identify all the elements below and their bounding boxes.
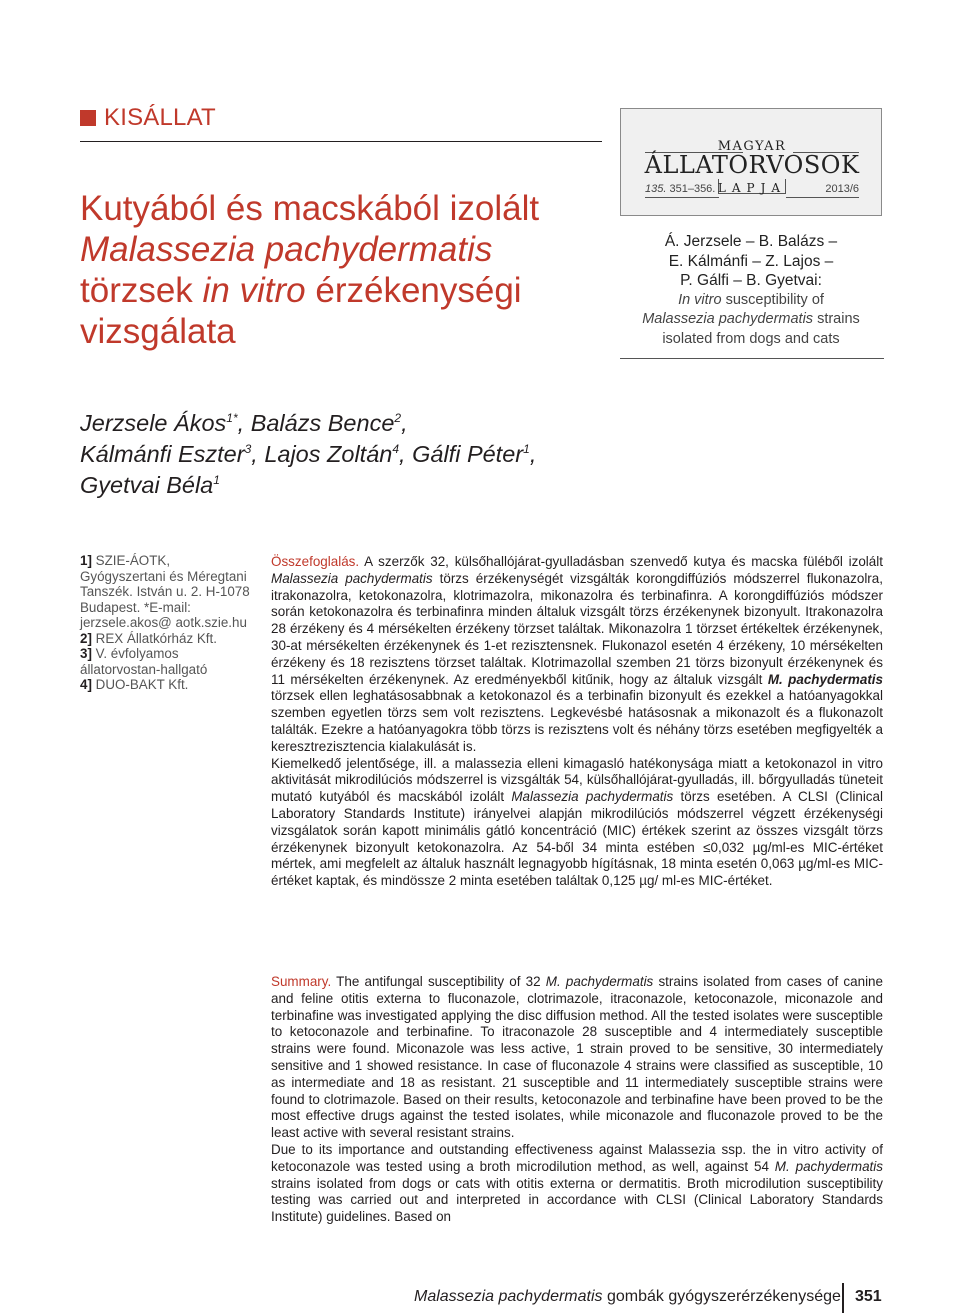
title-in-vitro: in vitro xyxy=(202,271,306,310)
author-affiliation-mark: 2 xyxy=(394,411,402,426)
section-divider xyxy=(80,141,602,142)
section-label: KISÁLLAT xyxy=(104,104,216,131)
author-affiliation-mark: 1 xyxy=(213,473,220,488)
english-authors-line: P. Gálfi – B. Gyetvai: xyxy=(680,272,822,289)
species-name: M. pachydermatis xyxy=(774,1158,883,1174)
abstract-paragraph xyxy=(271,554,883,756)
author-affiliation-mark: 4 xyxy=(392,442,400,457)
journal-volume xyxy=(645,183,715,195)
article-title xyxy=(80,188,610,352)
summary-text: The antifungal susceptibility of 32 xyxy=(331,974,546,989)
english-authors-line: Á. Jerzsele – B. Balázs – xyxy=(664,233,838,250)
abstract-text: törzsek ellen leghatásosabbnak a ketokonazol és a terbinafin bizonyult és ezekkel a hatóanyagokkal szemben egyetlen törzs sem volt rezisztens. Legkevésbé hatásosnak a mikonazolt és a flukonazolt találták. Ezekre a hatóanyagokra több törzs is rezisztens volt és néhány törzs esetében megfigyelték a keresztrezisztencia kialakulását is. xyxy=(271,688,883,754)
abstract-english xyxy=(271,974,883,1226)
english-title-line: isolated from dogs and cats xyxy=(662,330,840,347)
species-name: M. pachydermatis xyxy=(545,974,654,989)
masthead-rule xyxy=(786,197,859,198)
volume-number: 135. xyxy=(645,183,667,195)
title-line-3-b: érzékenységi xyxy=(305,271,522,310)
english-title-text: susceptibility of xyxy=(721,291,824,308)
footer-text: gombák gyógyszerérzékenysége xyxy=(602,1288,841,1305)
author-list: Jerzsele Ákos$^{1*}$, Balázs Bence$^2$, Kálmánfi Eszter$^3$, Lajos Zoltán$^4$, Gálfi Péter$^1$, Gyetvai Béla$^1$ xyxy=(80,410,537,498)
title-species: Malassezia pachydermatis xyxy=(80,230,493,269)
author-affiliation-mark: 1 xyxy=(523,442,530,457)
title-line-2 xyxy=(80,229,610,270)
journal-lapja: LAPJA xyxy=(717,181,787,195)
affiliations xyxy=(80,553,258,693)
species-name: M. pachydermatis xyxy=(767,671,884,687)
english-authors xyxy=(620,232,882,291)
affiliation-number: 3] xyxy=(80,646,92,661)
abstract-text: törzs érzékenységét vizsgálták korongdiffúziós módszerrel flukonazolra, itrakonazolra, ketokonazolra, klotrimazolra, mikonazolra és terbinafinra. A korongdiffúziós módszer során ketokonazolra és terbinafinra minden általuk vizsgált törzs érzékenynek bizonyult. Itrakonazolra 28 érzékeny és 4 mérsékelten érzékeny törzset találtak. Mikonazolra 1 törzset értékeltek érzékenynek, 30-at mérsékelten érzékenynek és 1-et rezisztensnek. Flukonazol esetén 4 érzékeny, 10 mérsékelten érzékeny és 18 rezisztens törzset találtak. Klotrimazollal szemben 21 törzs bizonyult érzékenynek és 11 mérsékelten érzékenynek. Az eredményekből kitűnik, hogy az általuk vizsgált xyxy=(271,570,883,687)
page-number: 351 xyxy=(855,1288,882,1305)
affiliation-text: DUO-BAKT Kft. xyxy=(91,677,189,692)
affiliation-text: SZIE-ÁOTK, Gyógyszertani és Méregtani Tanszék. István u. 2. H-1078 Budapest. *E-mail: jerzsele.akos@ aotk.szie.hu xyxy=(80,553,250,630)
english-authors-line: E. Kálmánfi – Z. Lajos – xyxy=(668,252,834,270)
english-title-line xyxy=(620,310,882,330)
author: Jerzsele Ákos xyxy=(80,410,227,436)
author: Gyetvai Béla xyxy=(80,472,214,498)
journal-name: ÁLLATORVOSOK xyxy=(644,151,860,179)
section-header xyxy=(80,104,216,132)
affiliation xyxy=(80,646,258,677)
author: Lajos Zoltán xyxy=(264,441,393,467)
title-line-3 xyxy=(80,270,610,311)
author: Balázs Bence xyxy=(250,410,395,436)
species-name: Malassezia pachydermatis xyxy=(271,570,433,586)
affiliation-text: V. évfolyamos állatorvostan-hallgató xyxy=(80,646,208,677)
affiliation xyxy=(80,553,258,631)
abstract-paragraph xyxy=(271,756,883,890)
english-title-text: strains xyxy=(813,311,860,327)
title-line-1: Kutyából és macskából izolált xyxy=(80,189,540,228)
author-affiliation-mark: 1* xyxy=(226,411,238,426)
summary-label: Summary. xyxy=(271,974,332,989)
summary-paragraph xyxy=(271,974,883,1142)
english-title xyxy=(620,291,882,350)
author: Kálmánfi Eszter xyxy=(80,441,245,467)
footer-species: Malassezia pachydermatis xyxy=(414,1288,603,1305)
section-marker-square xyxy=(80,110,96,126)
affiliation-text: REX Állatkórház Kft. xyxy=(91,630,217,646)
english-header xyxy=(620,232,882,349)
affiliation-number: 2] xyxy=(80,630,92,646)
summary-text: strains isolated from dogs or cats with otitis externa or dermatitis. Broth microdilution susceptibility testing was carried out and interpreted in accordance with CLSI (Clinical Laboratory Standards Institute) guidelines. Based on xyxy=(271,1175,883,1225)
summary-text: strains isolated from cases of canine and feline otitis externa to fluconazole, clotrimazole, itraconazole, ketoconazole, miconazole and terbinafine was investigated applying the disc diffusion method. All the tested isolates were susceptible to ketoconazole and terbinafine. To itraconazole 28 susceptible and 4 intermediately susceptible strains were found. Miconazole was less active, 1 strain proved to be sensitive, 30 intermediately sensitive and 1 showed resistance. In case of fluconazole 4 strains were classified as susceptible, 10 as intermediate and 18 as resistant. 21 susceptible and 11 intermediately susceptible strains were found to clotrimazole. Based on their results, ketoconazole and terbinafine have been proved to be the most effective drugs against the tested isolates, while miconazole and fluconazole proved to be the least active with several resistant strains. xyxy=(271,974,883,1141)
abstract-label: Összefoglalás. xyxy=(271,554,360,569)
page-range: 351–356. xyxy=(666,183,716,195)
abstract-text: törzs esetében. A CLSI (Clinical Laboratory Standards Institute) irányelvei alapján mikrodilúciós módszerrel végzett érzékenységi vizsgálatok során kapott minimális gátló koncentráció (MIC) értékek szerint az összes vizsgált törzs érzékenynek bizonyult ketokonazolra. Az 54-ből 34 minta estében ≤0,032 µg/ml-es MIC-értéket mértek, ami megfelelt az általuk használt legnagyobb hígításnak, 18 minta esetén 0,063 µg/ml-es MIC-értéket kaptak, és mindössze 2 minta esetében találtak 0,125 µg/ ml-es MIC-értéket. xyxy=(271,789,883,889)
abstract-text: Kiemelkedő jelentősége, ill. a malassezia elleni kimagasló hatékonysága miatt a ketokonazol in vitro aktivitását mikrodilúciós módszerrel is vizsgálták 54, külsőhallójárat-gyulladás, ill. bőrgyulladás tüneteit mutató kutyából és macskából izolált xyxy=(271,755,883,805)
author-affiliation-mark: 3 xyxy=(244,442,252,457)
title-line-4: vizsgálata xyxy=(80,312,236,351)
author: Gálfi Péter xyxy=(412,441,524,467)
summary-paragraph xyxy=(271,1142,883,1226)
abstract-hungarian xyxy=(271,554,883,890)
journal-masthead xyxy=(620,108,882,216)
english-header-divider xyxy=(620,358,884,359)
masthead-rule xyxy=(645,197,719,198)
english-title-in-vitro: In vitro xyxy=(678,291,722,308)
english-title-species: Malassezia pachydermatis xyxy=(642,311,814,327)
english-title-line xyxy=(620,291,882,311)
journal-year: 2013/6 xyxy=(825,183,859,195)
title-line-3-a: törzsek xyxy=(80,271,203,310)
affiliation xyxy=(80,631,258,647)
affiliation xyxy=(80,677,258,693)
affiliation-number: 4] xyxy=(80,677,92,692)
footer-divider xyxy=(842,1283,844,1313)
abstract-text: A szerzők 32, külsőhallójárat-gyulladásban szenvedő kutya és macska füléből izolált xyxy=(359,554,883,569)
running-footer xyxy=(414,1288,841,1306)
affiliation-number: 1] xyxy=(80,553,92,568)
summary-text: Due to its importance and outstanding effectiveness against Malassezia ssp. the in vitro activity of ketoconazole was tested using a broth microdilution method, as well, against 54 xyxy=(271,1141,883,1174)
journal-magyar: MAGYAR xyxy=(717,139,787,154)
species-name: Malassezia pachydermatis xyxy=(511,789,674,805)
